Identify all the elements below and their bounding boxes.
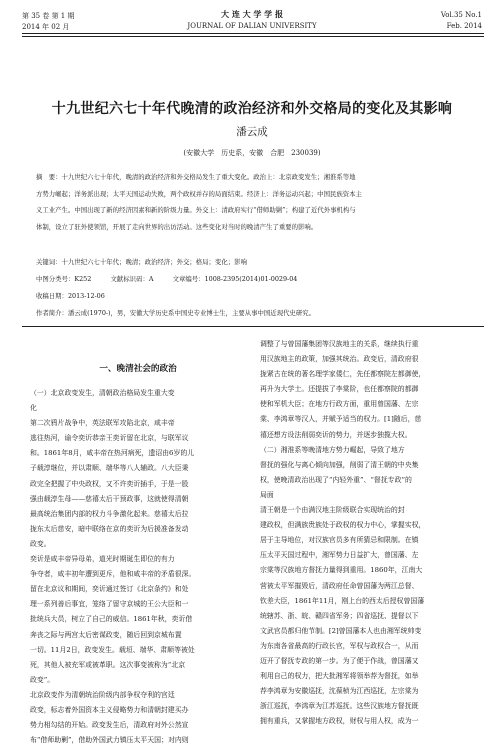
- body-text-line: 北京政变作为清朝统治阶级内部争权夺利的宫廷: [30, 690, 175, 699]
- abstract-line: 方势力崛起；洋务派出现；太平天国运动失败，两个政权并存的局面结束。经济上：洋务运动兴起；中国民族资本主: [36, 189, 362, 198]
- header-journal-cn: 大 连 大 学 学 报: [221, 9, 283, 19]
- body-text-line: 利用自己的权力，把大批湘军将领举荐为督抚，如举: [260, 672, 419, 681]
- body-text-line: 争夺者，咸丰初年遭到更斥，他和咸丰帝的矛盾很深。: [30, 570, 196, 579]
- body-text-line: 政完全把握了中央政权，又不许奕䜣插手，于是一股: [30, 479, 189, 488]
- body-text-line: 理一系列善后事宜，笼络了留守京城的王公大臣和一: [30, 600, 189, 609]
- body-text-line: 文武官员都归他节制。[2]曾国藩本人也由湘军统帅变: [260, 626, 422, 635]
- body-text-line: 调整了与曾国藩集团等汉族地主的关系，继续执行重: [260, 340, 419, 348]
- body-text-line: 布“借师助剿”，借助外国武力镇压太平天国；对内则: [30, 736, 189, 745]
- body-text-line: 钦差大臣，1861年11月，刚上台的西太后授权曾国藩: [260, 596, 425, 605]
- body-text-line: 局面: [260, 490, 274, 499]
- abstract-line: 义工业产生。中国出现了新的经济因素和新的阶级力量。外交上：清政府实行“借师助剿”；构建了近代外事机构与: [36, 206, 356, 214]
- body-text-line: （二）湘淮系等晚清地方势力崛起，导致了地方: [260, 445, 405, 454]
- body-text-line: 宗棠等汉族地方督抚力量得到重用。1860年，江南大: [260, 566, 423, 575]
- body-text-line: 居于主导地位，对汉族官员多有所猜忌和限制。在镇: [260, 536, 419, 545]
- keywords: 关键词：十九世纪六七十年代；晚清；政治经济；外交；格局；变化；影响: [36, 258, 247, 266]
- body-text-line: 用汉族地主的政策，加强其统治。政变后，清政府很: [260, 355, 419, 364]
- section-heading: 一、晚清社会的政治: [99, 364, 177, 374]
- body-text-line: 棠、李鸿章等汉人，并赋予适当的权力。[1]随后，慈: [260, 415, 422, 424]
- body-text-line: 使和军机大臣；在地方行政方面，重用曾国藩、左宗: [260, 400, 419, 409]
- abstract-line: 摘 要：十九世纪六七十年代，晚清的政治经济和外交格局发生了重大变化。政治上：北京政变发生；湘淮系等地: [36, 173, 356, 181]
- header-volume-cn: 第 35 卷 第 1 期: [22, 12, 75, 20]
- body-text-line: 再升为大学士。还提拔了李棠阶，也任都察院的都御: [260, 385, 419, 394]
- article-title: 十九世纪六七十年代晚清的政治经济和外交格局的变化及其影响: [51, 101, 453, 117]
- article-author: 潘云成: [236, 126, 268, 138]
- received-date: 收稿日期：2013-12-06: [36, 292, 105, 300]
- body-text-line: 清王朝是一个由满汉地主阶级联合实现统治的封: [260, 506, 405, 515]
- article-affiliation: (安徽大学 历史系，安徽 合肥 230039): [183, 149, 321, 157]
- body-text-line: 奕䜣是咸丰帝异母弟，道光时期诞生即位的有力: [30, 555, 175, 564]
- right-column: [260, 337, 486, 729]
- body-text-line: 为东南各省最高的行政长官，军权与政权合一，从而: [260, 641, 419, 650]
- header-date-en: Feb. 2014: [446, 22, 482, 30]
- body-text-line: 拢东太后慈安，暗中联络在京的奕䜣为后援准备发动: [30, 524, 189, 533]
- body-text-line: 禧还想方设法削弱奕䜣的势力，并逐步独揽大权。: [260, 430, 412, 439]
- body-text-line: 统辖苏、浙、皖、赣四省军务；四省巡抚、提督以下: [260, 611, 419, 620]
- body-text-line: 建政权，但满族贵族处于政权的权力中心，掌握实权，: [260, 521, 426, 530]
- header-rule-bottom: [22, 36, 484, 37]
- body-text-line: 最高统治集团内部的权力斗争激化起来。慈禧太后拉: [30, 509, 189, 518]
- body-text-line: 权，使晚清政治出现了“内轻外重”、“督抚专政”的: [260, 475, 412, 484]
- body-text-line: 拢紧古在统的著名理学家倭仁，先任都察院左都御使，: [260, 370, 426, 379]
- body-text-line: 和。1861年8月，咸丰帝在热河病死，遗诏由6岁的儿: [30, 449, 195, 458]
- body-text-line: 化: [30, 404, 37, 413]
- body-text-line: 拥有重兵，又掌握地方政权，财权与用人权，成为一: [260, 717, 419, 726]
- body-text-line: 子载淳继位，并以肃顺、端华等八人辅政。八大臣秉: [30, 464, 189, 473]
- body-text-line: 政变。: [30, 539, 51, 548]
- abstract: [36, 169, 362, 235]
- author-bio: 作者简介：潘云成(1970-)，男，安徽大学历史系中国史专业博士生，主要从事中国近现代史研究。: [36, 309, 316, 317]
- body-text-line: 强由载淳生母——慈禧太后干预政事，这就使得清朝: [30, 494, 189, 503]
- body-text-line: 政变”。: [30, 675, 55, 684]
- body-text-line: （一）北京政变发生，清朝政治格局发生重大变: [30, 389, 175, 397]
- body-text-line: 批统兵大员，树立了自己的威信。1861年秋，奕䜣借: [30, 615, 193, 624]
- body-text-line: 政变，标志着外国资本主义侵略势力和清朝封建买办: [30, 705, 189, 714]
- abstract-line: 体制，设立了驻外使领馆，开展了走向世界的出访活动。这些变化对当时的晚清产生了重要的影响。: [36, 222, 318, 231]
- body-text-line: 督抚的强化与离心倾向加强，削弱了清王朝的中央集: [260, 460, 419, 469]
- body-text-line: 营被太平军摧毁后，清政府任命曾国藩为两江总督、: [260, 581, 419, 590]
- body-text-line: 逃往热河，谕令奕䜣恭亲王奕䜣留在北京，与联军议: [30, 434, 189, 443]
- body-text-line: 奔丧之际与两宫太后密谋政变，随后回到京城布置: [30, 630, 182, 639]
- body-text-line: 压太平天国过程中，湘军势力日益扩大，曾国藩、左: [260, 551, 419, 560]
- body-text-line: 一切。11月2日，政变发生。载垣、端华、肃顺等被处: [30, 645, 195, 654]
- classification-line: 中图分类号：K252 文献标识码：A 文章编号：1008-2395(2014)01-0029-04: [36, 275, 298, 283]
- header-date-cn: 2014 年 02 月: [22, 23, 70, 31]
- body-text-line: 死，其他人被充军或被革职。这次事变被称为“北京: [30, 660, 186, 669]
- body-text-line: 留在北京议和期间，奕䜣通过签订《北京条约》和处: [30, 585, 189, 594]
- header-volume-en: Vol.35 No.1: [440, 11, 482, 19]
- header-rule-top: [22, 33, 484, 34]
- header-journal-en: JOURNAL OF DALIAN UNIVERSITY: [187, 22, 317, 30]
- body-text-line: 荐李鸿章为安徽巡抚，沈葆桢为江西巡抚，左宗棠为: [260, 687, 419, 696]
- left-column: [30, 386, 254, 748]
- abstract-divider: [22, 326, 484, 327]
- body-text-line: 迈开了督抚专政的第一步。为了便于作战，曾国藩又: [260, 656, 419, 665]
- body-text-line: 第二次鸦片战争中，英法联军攻陷北京，咸丰帝: [30, 419, 175, 428]
- body-text-line: 浙江巡抚，李鸿章为江苏巡抚。这些汉族地方督抚既: [260, 702, 419, 711]
- body-text-line: 势力相勾结的开始。政变发生后，清政府对外公然宣: [30, 721, 189, 730]
